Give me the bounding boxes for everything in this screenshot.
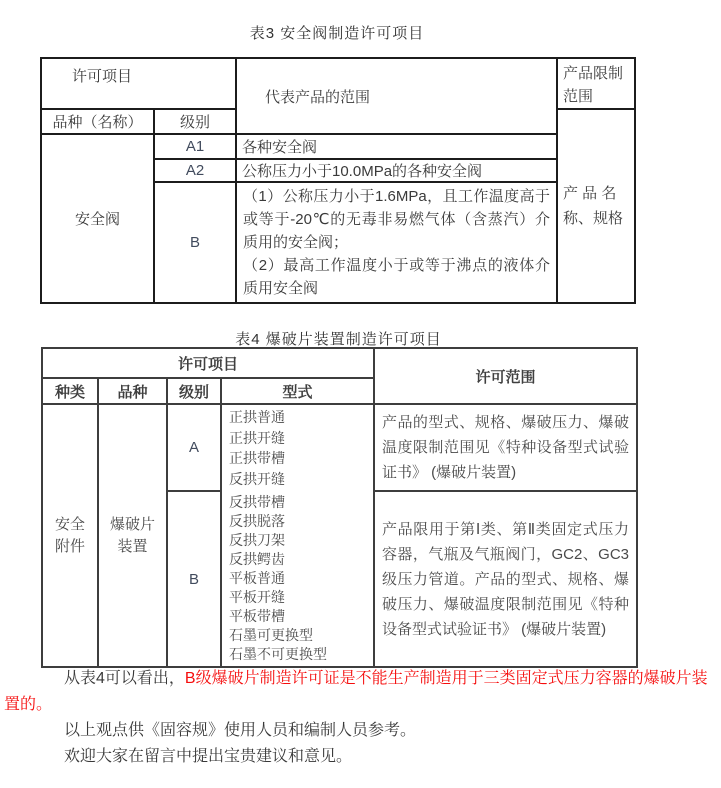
conclusion-paragraph — [4, 666, 716, 718]
table3-safety-valve — [40, 57, 636, 304]
t4-header-level: 级别 — [167, 378, 221, 404]
t4-type-item: 平板普通 — [229, 570, 285, 586]
t4-type-item: 反拱带槽 — [229, 494, 285, 510]
t4-type-item: 平板带槽 — [229, 608, 285, 624]
t4-variety-line1: 爆破片 — [109, 515, 155, 533]
t4-type-item: 反拱鳄齿 — [229, 551, 285, 567]
t4-cell-kind — [42, 404, 98, 667]
t3-cell-scope-a2: 公称压力小于10.0MPa的各种安全阀 — [236, 159, 557, 182]
t3-header-level: 级别 — [154, 109, 236, 134]
t3-cell-scope-a1: 各种安全阀 — [236, 134, 557, 159]
footer-paragraphs — [4, 666, 716, 770]
t3-cell-product-limit-value — [557, 109, 635, 303]
t4-type-item: 反拱脱落 — [229, 513, 285, 529]
t3-scope-b-item2: （2）最高工作温度小于或等于沸点的液体介质用安全阀 — [243, 257, 550, 297]
t3-limit-line1: 产 品 名 — [563, 185, 617, 202]
t4-variety-line2: 装置 — [117, 537, 148, 555]
t4-type-item: 正拱普通 — [229, 409, 285, 425]
table4-title: 表4 爆破片装置制造许可项目 — [235, 331, 442, 348]
reference-note-paragraph: 以上观点供《固容规》使用人员和编制人员参考。 — [64, 722, 417, 739]
t3-limit-line2: 称、规格 — [563, 210, 624, 227]
t3-cell-level-a1: A1 — [154, 134, 236, 159]
t4-cell-variety — [98, 404, 167, 667]
t4-cell-types-a — [221, 404, 374, 491]
conclusion-black-text: 从表4可以看出， — [64, 670, 185, 687]
t3-cell-level-b: B — [154, 182, 236, 303]
t4-cell-scope-a: 产品的型式、规格、爆破压力、爆破温度限制范围见《特种设备型式试验证书》 (爆破片装置) — [374, 404, 637, 491]
t4-cell-level-b: B — [167, 491, 221, 667]
t4-kind-line2: 附件 — [54, 537, 85, 555]
conclusion-red-text: B级爆破片制造许可证是不能生产制造用于三类固定式压力容器的爆破片装置的。 — [4, 670, 708, 713]
t3-scope-b-item1: （1）公称压力小于1.6MPa，且工作温度高于或等于-20℃的无毒非易燃气体（含蒸汽）介质用的安全阀； — [243, 188, 550, 251]
table4-bursting-disc — [41, 347, 638, 668]
t3-header-representative-scope: 代表产品的范围 — [236, 58, 557, 134]
t4-header-license-item: 许可项目 — [42, 348, 374, 378]
t3-cell-scope-b — [236, 182, 557, 303]
t4-cell-level-a: A — [167, 404, 221, 491]
t3-cell-level-a2: A2 — [154, 159, 236, 182]
t4-kind-line1: 安全 — [54, 515, 85, 533]
t4-header-type: 型式 — [221, 378, 374, 404]
t4-header-license-scope: 许可范围 — [374, 348, 637, 404]
t3-header-product-limit: 产品限制范围 — [557, 58, 635, 109]
t4-cell-types-b — [221, 491, 374, 667]
t4-type-item: 反拱刀架 — [229, 532, 285, 548]
t4-header-variety: 品种 — [98, 378, 167, 404]
t3-cell-category: 安全阀 — [41, 134, 154, 303]
t4-header-kind: 种类 — [42, 378, 98, 404]
table3-title: 表3 安全阀制造许可项目 — [249, 25, 425, 42]
t4-type-item: 石墨可更换型 — [229, 627, 313, 643]
t3-header-license-item: 许可项目 — [41, 58, 236, 109]
t4-type-item: 石墨不可更换型 — [229, 646, 327, 662]
t4-type-item: 正拱开缝 — [229, 429, 285, 446]
t4-cell-scope-b: 产品限用于第Ⅰ类、第Ⅱ类固定式压力容器，气瓶及气瓶阀门，GC2、GC3级压力管道。产品的型式、规格、爆破压力、爆破温度限制范围见《特种设备型式试验证书》 (爆破片装置) — [374, 491, 637, 667]
t4-type-item: 平板开缝 — [229, 589, 285, 605]
t3-header-variety: 品种（名称） — [41, 109, 154, 134]
feedback-invite-paragraph: 欢迎大家在留言中提出宝贵建议和意见。 — [64, 748, 353, 765]
t4-type-item: 反拱开缝 — [229, 470, 285, 487]
t4-type-item: 正拱带槽 — [229, 450, 285, 466]
